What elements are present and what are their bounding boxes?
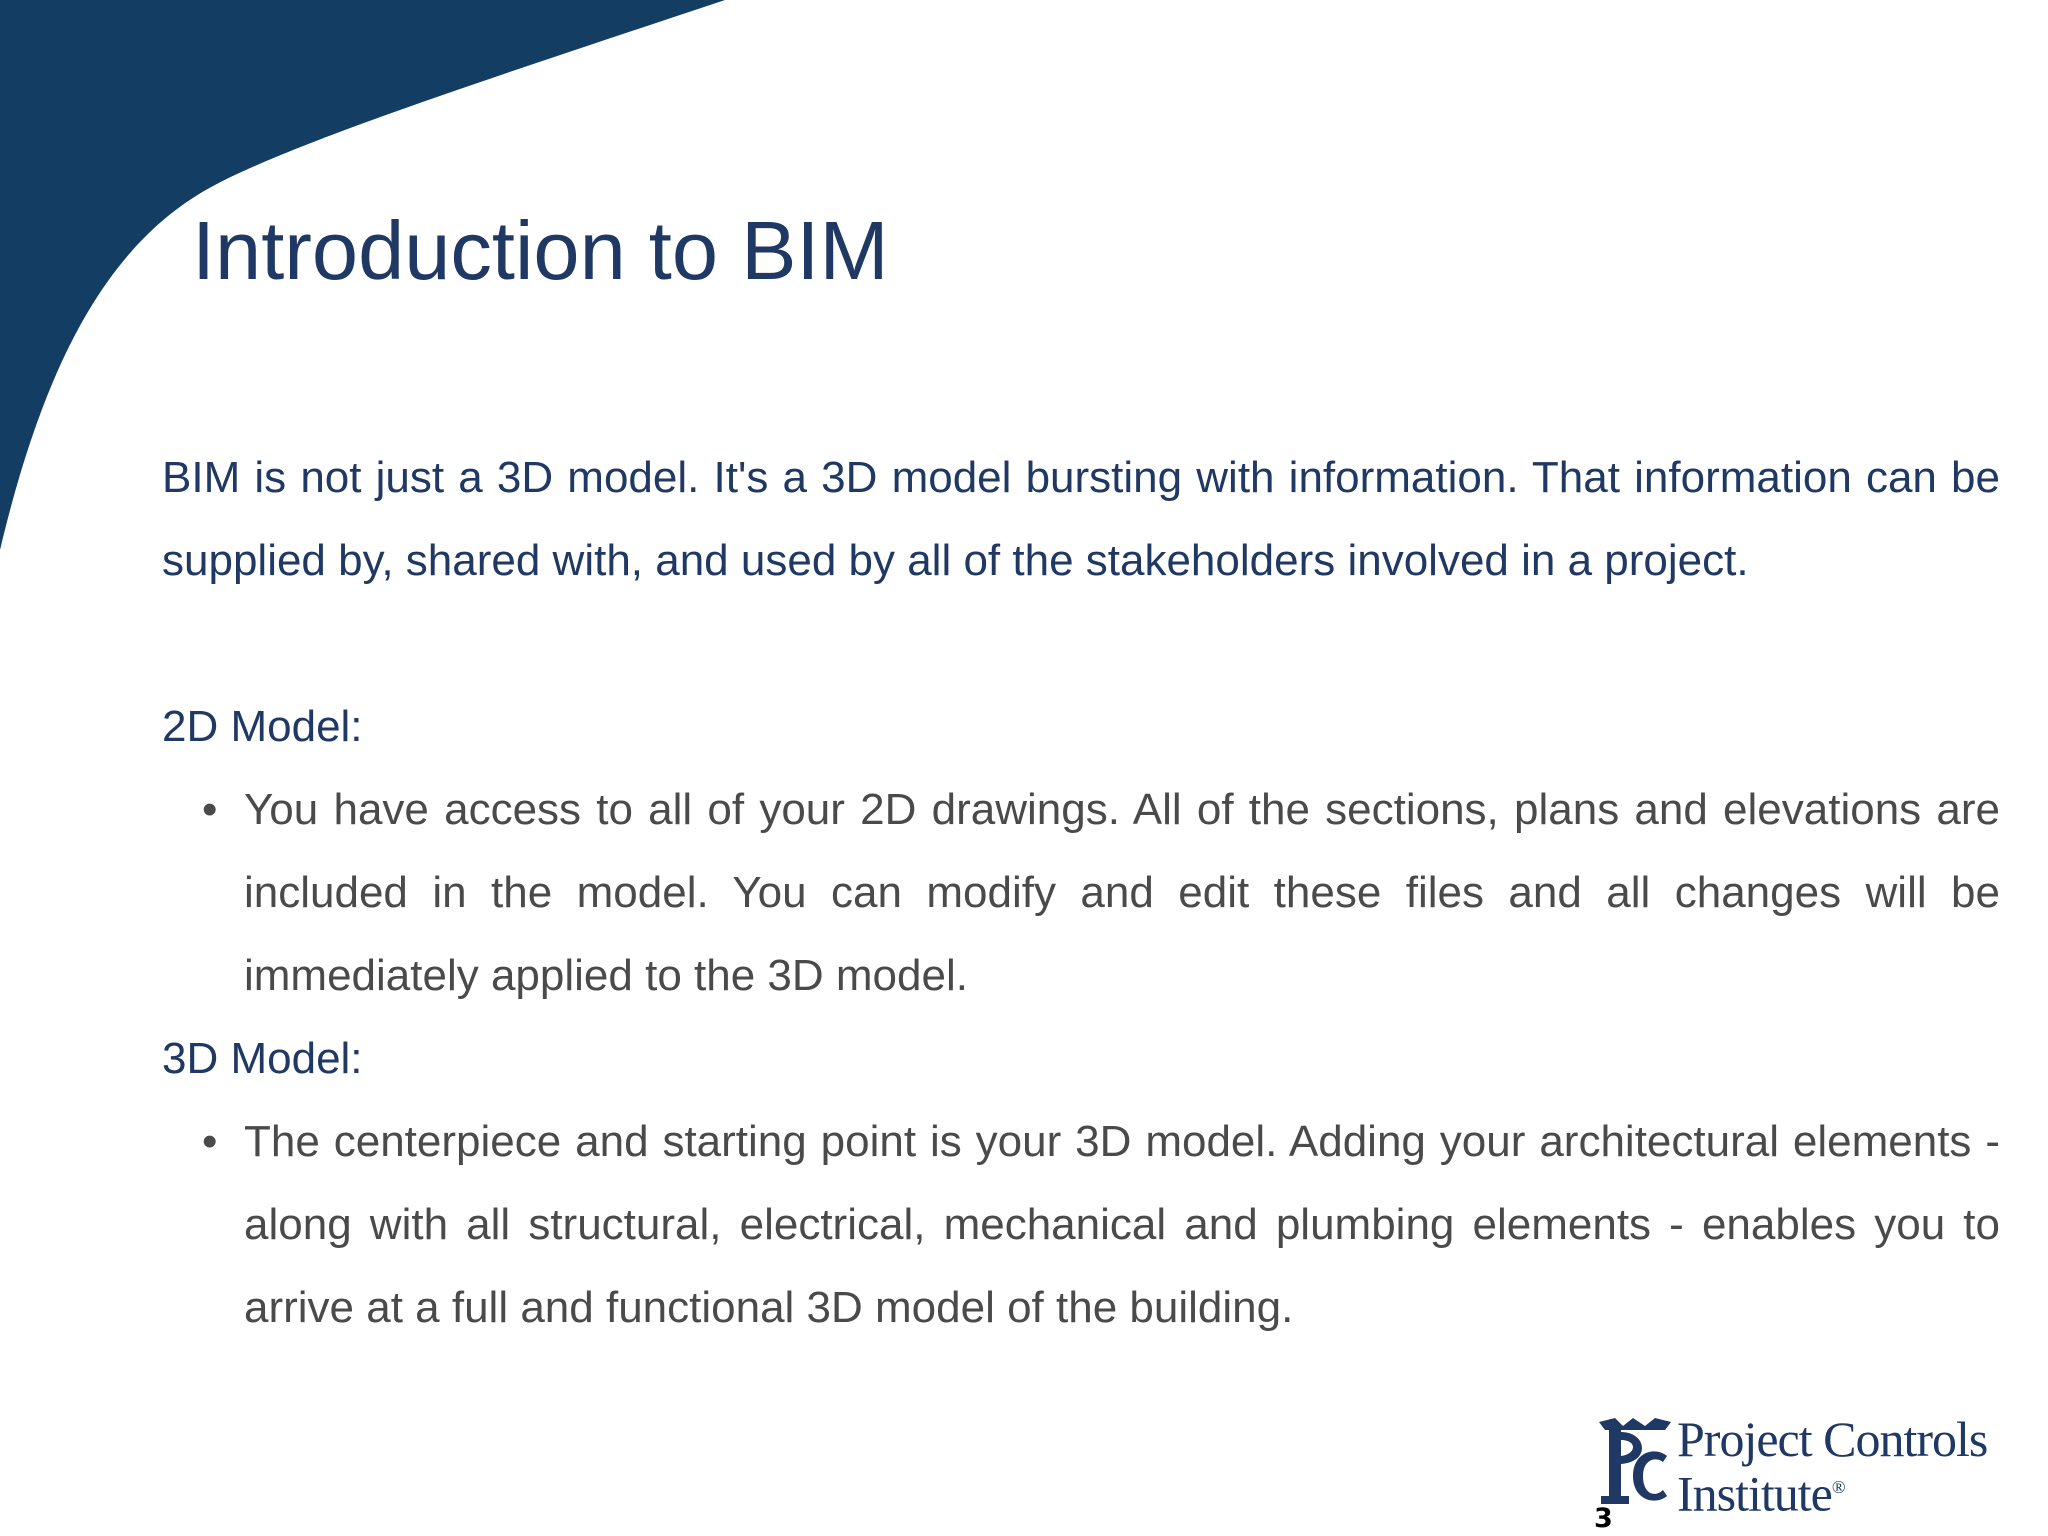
slide-body <box>162 436 2000 1349</box>
bullet-item-3d-model <box>162 1100 2000 1349</box>
bullet-item-2d-model <box>162 768 2000 1017</box>
intro-paragraph: BIM is not just a 3D model. It's a 3D model bursting with information. That information can be supplied by, shared with, and used by all of the stakeholders involved in a project. <box>162 453 2000 585</box>
page-number: 3 <box>1594 1503 1613 1534</box>
pci-monogram-icon <box>1595 1416 1675 1508</box>
section-heading-3d-model: 3D Model: <box>162 1034 363 1083</box>
slide-title: Introduction to BIM <box>192 204 889 297</box>
bullet-dot-icon: • <box>202 1117 218 1166</box>
registered-mark: ® <box>1831 1477 1845 1497</box>
section-heading-2d-model: 2D Model: <box>162 702 363 751</box>
logo-text-line-1: Project Controls <box>1677 1411 1988 1467</box>
logo-text-line-2 <box>1677 1460 1845 1521</box>
project-controls-institute-logo <box>1595 1411 2005 1522</box>
logo-text-institute: Institute <box>1677 1465 1832 1522</box>
bullet-text-3d-model: The centerpiece and starting point is your 3D model. Adding your architectural elements - along with all structural, electrical, mechanical and plumbing elements - enables you to arrive at a full and functional 3D model of the building. <box>244 1117 2000 1332</box>
bullet-text-2d-model: You have access to all of your 2D drawings. All of the sections, plans and elevations are included in the model. You can modify and edit these files and all changes will be immediately applied to the 3D model. <box>244 785 2000 1000</box>
bullet-dot-icon: • <box>202 785 218 834</box>
paragraph-spacer <box>162 602 2000 685</box>
